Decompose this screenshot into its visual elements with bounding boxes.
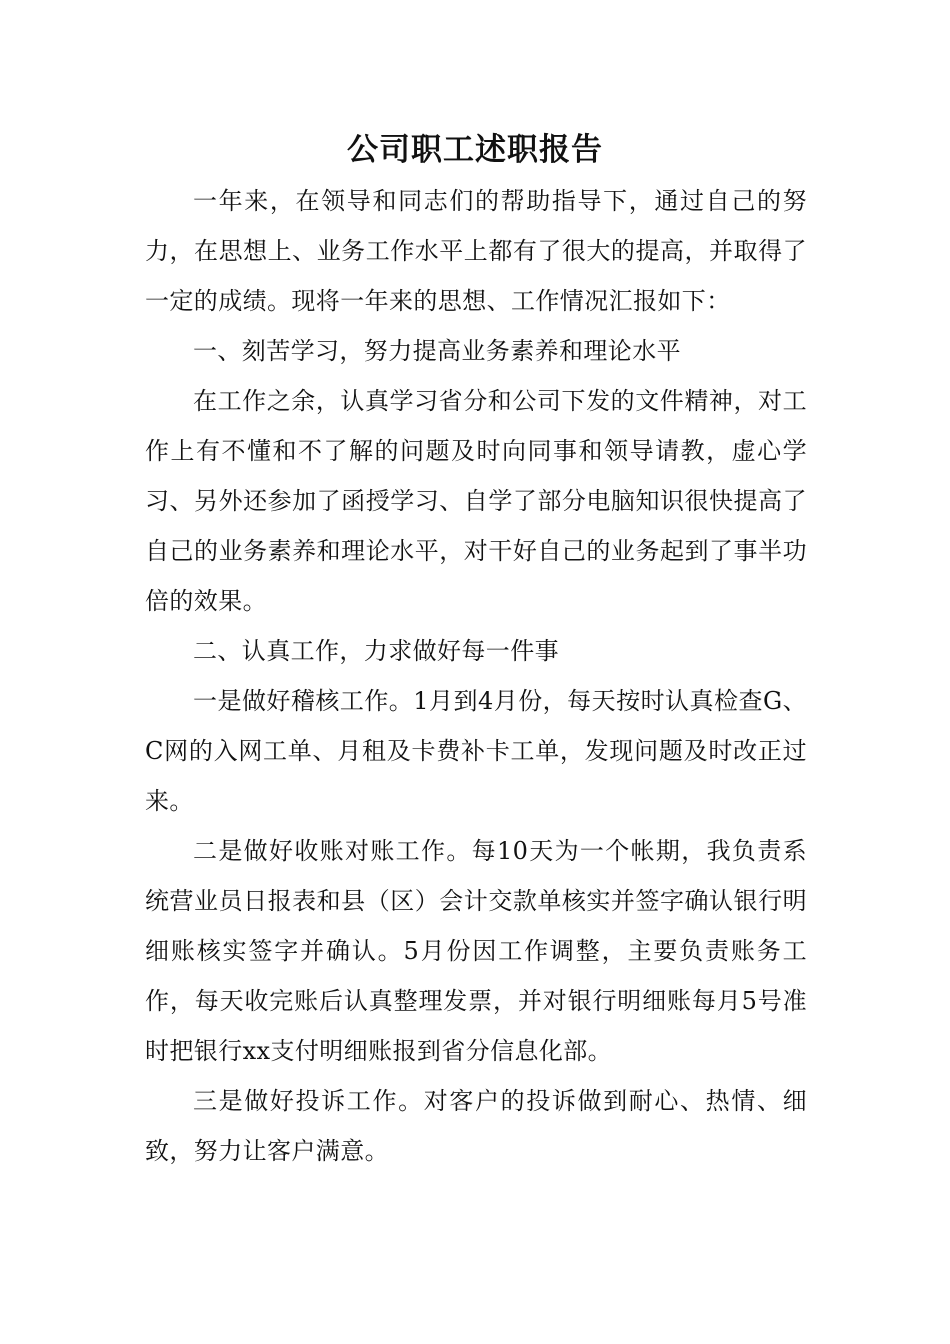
section-heading-study: 一、刻苦学习，努力提高业务素养和理论水平 xyxy=(193,337,681,365)
paragraph-audit: 一是做好稽核工作。1月到4月份，每天按时认真检查G、C网的入网工单、月租及卡费补卡工单，发现问题及时改正过来。 xyxy=(145,687,807,815)
document-body xyxy=(145,176,807,1176)
document-title: 公司职工述职报告 xyxy=(347,132,603,168)
section-heading-work: 二、认真工作，力求做好每一件事 xyxy=(193,637,559,665)
paragraph-study: 在工作之余，认真学习省分和公司下发的文件精神，对工作上有不懂和不了解的问题及时向同事和领导请教，虚心学习、另外还参加了函授学习、自学了部分电脑知识很快提高了自己的业务素养和理论水平，对干好自己的业务起到了事半功倍的效果。 xyxy=(145,387,807,615)
paragraph-accounting: 二是做好收账对账工作。每10天为一个帐期，我负责系统营业员日报表和县（区）会计交款单核实并签字确认银行明细账核实签字并确认。5月份因工作调整，主要负责账务工作，每天收完账后认真整理发票，并对银行明细账每月5号准时把银行xx支付明细账报到省分信息化部。 xyxy=(145,837,807,1065)
paragraph-intro: 一年来，在领导和同志们的帮助指导下，通过自己的努力，在思想上、业务工作水平上都有了很大的提高，并取得了一定的成绩。现将一年来的思想、工作情况汇报如下： xyxy=(145,187,807,315)
paragraph-complaints: 三是做好投诉工作。对客户的投诉做到耐心、热情、细致，努力让客户满意。 xyxy=(145,1087,807,1165)
